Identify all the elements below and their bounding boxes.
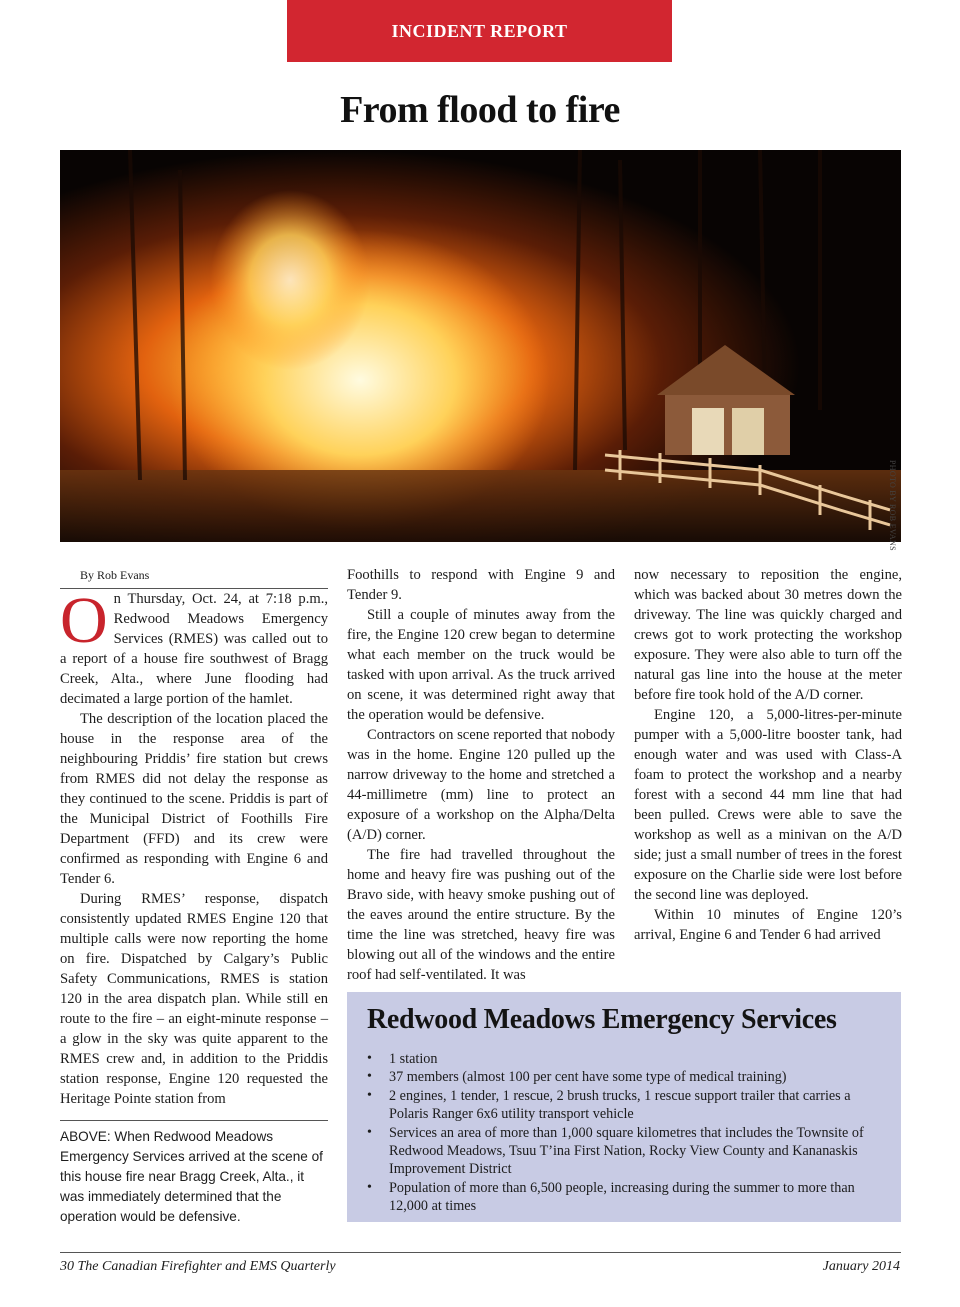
list-item: • Population of more than 6,500 people, increasing during the summer to more than 12,000 at times [367, 1179, 855, 1215]
article-column-1 [60, 565, 328, 1109]
bullet-icon: • [367, 1087, 372, 1103]
fact-box-title: Redwood Meadows Emergency Services [367, 1004, 837, 1035]
fact-box [347, 992, 901, 1222]
article-paragraph: The description of the location placed the house in the response area of the neighbouring Priddis’ fire station but crews from RMES did not delay the response as they continued to the scene. Priddis is part of the Municipal District of Foothills Fire Department (FFD) and its crew were confirmed as responding with Engine 6 and Tender 6. [60, 711, 328, 887]
section-label: INCIDENT REPORT [391, 20, 568, 41]
fact-list [367, 1050, 883, 1216]
article-paragraph: On Thursday, Oct. 24, at 7:18 p.m., Redwood Meadows Emergency Services (RMES) was called out to a report of a house fire southwest of Bragg Creek, Alta., where June flooding had decimated a large portion of the hamlet. [60, 584, 328, 707]
footer-date: January 2014 [822, 1259, 900, 1274]
bullet-icon: • [367, 1179, 372, 1195]
article-paragraph: now necessary to reposition the engine, which was backed about 30 metres down the driveway. The line was quickly charged and crews got to work protecting the workshop exposure. They were also able to turn off the natural gas line into the house at the meter before fire took hold of the A/D corner. [634, 567, 902, 703]
bullet-icon: • [367, 1124, 372, 1140]
article-paragraph: The fire had travelled throughout the home and heavy fire was pushing out of the Bravo side, with heavy smoke pushing out of the eaves around the entire structure. By the time the line was stretched, heavy fire was blowing out all of the windows and the entire roof had self-ventilated. It was [347, 847, 615, 983]
article-paragraph: Still a couple of minutes away from the fire, the Engine 120 crew began to determine what each member on the truck would be tasked with upon arrival. As the truck arrived on scene, it was determined right away that the operation would be defensive. [347, 607, 615, 723]
photo-caption: ABOVE: When Redwood Meadows Emergency Services arrived at the scene of this house fire near Bragg Creek, Alta., it was immediately determined that the operation would be defensive. [60, 1120, 328, 1227]
article-paragraph: Within 10 minutes of Engine 120’s arrival, Engine 6 and Tender 6 had arrived [634, 907, 902, 943]
bullet-icon: • [367, 1051, 372, 1066]
photo-credit: PHOTO BY ROB EVANS [888, 460, 897, 551]
list-item: • 2 engines, 1 tender, 1 rescue, 2 brush trucks, 1 rescue support trailer that carries a Polaris Ranger 6x6 utility transport vehicle [367, 1087, 851, 1123]
article-paragraph: During RMES’ response, dispatch consistently updated RMES Engine 120 that multiple calls were now reporting the home on fire. Dispatched by Calgary’s Public Safety Communications, RMES is station 120 in the area dispatch plan. While still en route to the fire – an eight-minute response – a glow in the sky was quite apparent to the RMES crew and, in addition to the Priddis station response, Engine 120 requested the Heritage Pointe station from [60, 891, 328, 1107]
footer-divider [60, 1252, 901, 1253]
byline: By Rob Evans [60, 565, 328, 589]
article-paragraph: Engine 120, a 5,000-litres-per-minute pumper with a 5,000-litre booster tank, had enough water and was used with Class-A foam to protect the workshop and a nearby forest with a second 44 mm line that had been pulled. Crews were able to save the workshop as well as a minivan on the A/D side; just a small number of trees in the forest exposure on the Charlie side were lost before the second line was deployed. [634, 707, 902, 903]
list-item: • 37 members (almost 100 per cent have some type of medical training) [367, 1069, 787, 1086]
bullet-icon: • [367, 1069, 372, 1085]
footer-page-info: 30 The Canadian Firefighter and EMS Quarterly [60, 1259, 336, 1274]
article-column-2 [347, 565, 615, 985]
article-headline: From flood to fire [340, 89, 620, 131]
article-column-3 [634, 565, 902, 945]
drop-cap: O [60, 584, 108, 657]
article-paragraph: Foothills to respond with Engine 9 and Tender 9. [347, 567, 615, 603]
list-item: • Services an area of more than 1,000 square kilometres that includes the Townsite of Redwood Meadows, Tsuu T’ina First Nation, Rocky View County and Kananaskis Improvement District [367, 1124, 864, 1178]
house-fire-photo [60, 150, 901, 542]
article-paragraph: Contractors on scene reported that nobody was in the home. Engine 120 pulled up the narrow driveway to the home and stretched a 44-millimetre (mm) line to protect an exposure of a workshop on the Alpha/Delta (A/D) corner. [347, 727, 615, 843]
list-item: • 1 station [367, 1051, 438, 1067]
section-banner [287, 0, 672, 62]
